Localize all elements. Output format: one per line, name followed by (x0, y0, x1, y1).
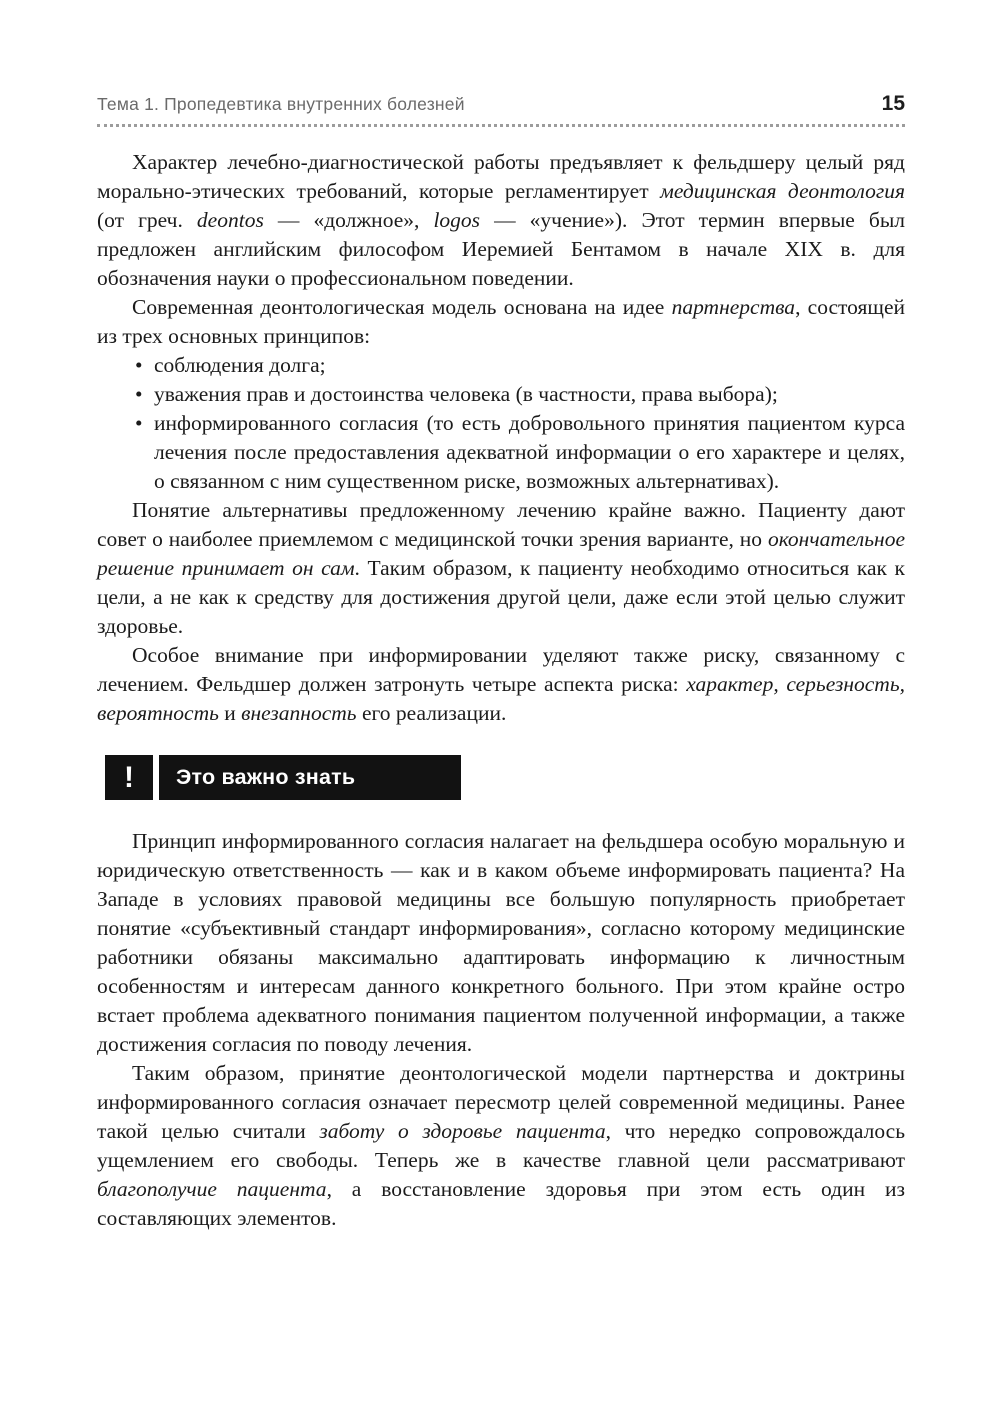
text-run: , состоящей из трех основных принципов: (97, 295, 905, 348)
list-item (135, 351, 905, 380)
text-run: , что нередко сопровождалось ущемлением его свободы. Теперь же в качестве главной цели рассматривают (97, 1119, 905, 1172)
principles-list (97, 351, 905, 496)
list-item (135, 409, 905, 496)
text-run: Принцип информированного согласия налагает на фельдшера особую моральную и юридическую ответственность — как и в каком объеме информировать пациента? На Западе в условиях правовой медицины все большую популярность приобретает понятие «субъективный стандарт информирования», согласно которому медицинские работники обязаны максимально адаптировать информацию к личностным особенностям и интересам данного конкретного больного. При этом крайне остро встает проблема адекватного понимания пациентом полученной информации, а также достижения согласия по поводу лечения. (97, 829, 905, 1056)
italic-text-run: партнерства (671, 295, 796, 319)
paragraph (97, 827, 905, 1059)
text-run: Понятие альтернативы предложенному лечению крайне важно. Пациенту дают совет о наиболее приемлемом с медицинской точки зрения варианте, но (97, 498, 905, 551)
italic-text-run: logos (433, 208, 481, 232)
paragraph (97, 148, 905, 293)
text-run: Особое внимание при информировании уделяют также риску, связанному с лечением. Фельдшер должен затронуть четыре аспекта риска: (97, 643, 905, 696)
page-content (97, 148, 905, 1233)
italic-text-run: характер, серьезность, вероятность (97, 672, 905, 725)
paragraph (97, 641, 905, 728)
text-run: . Таким образом, к пациенту необходимо относиться как к цели, а не как к средству для достижения другой цели, даже если этой целью служит здоровье. (97, 556, 905, 638)
text-run: Характер лечебно-диагностической работы предъявляет к фельдшеру целый ряд морально-этических требований, которые регламентирует (97, 150, 905, 203)
italic-text-run: deontos (196, 208, 264, 232)
page-header (97, 92, 905, 116)
text-run: (от греч. (97, 208, 197, 232)
italic-text-run: медицинская деонтология (660, 179, 906, 203)
text-run: — «учение»). Этот термин впервые был предложен английским философом Иеремией Бентамом в начале XIX в. для обозначения науки о профессиональном поведении. (97, 208, 905, 290)
paragraph (97, 293, 905, 351)
important-note-callout (105, 755, 905, 800)
text-run: уважения прав и достоинства человека (в частности, права выбора); (154, 382, 778, 406)
running-title: Тема 1. Пропедевтика внутренних болезней (97, 94, 465, 114)
list-item (135, 380, 905, 409)
page-number: 15 (881, 92, 905, 115)
text-run: Современная деонтологическая модель основана на идее (132, 295, 672, 319)
content-blocks-top (97, 148, 905, 728)
text-run: и (218, 701, 242, 725)
paragraph (97, 496, 905, 641)
exclamation-icon: ! (105, 755, 153, 800)
italic-text-run: окончательное решение принимает он сам (97, 527, 905, 580)
content-blocks-bottom (97, 827, 905, 1233)
header-dotted-divider (97, 124, 905, 127)
text-run: информированного согласия (то есть добровольного принятия пациентом курса лечения после предоставления адекватной информации о его характере и целях, о связанном с ним существенном риске, возможных альтернативах). (154, 411, 905, 493)
text-run: , а восстановление здоровья при этом есть один из составляющих элементов. (97, 1177, 905, 1230)
text-run: Таким образом, принятие деонтологической модели партнерства и доктрины информированного согласия означает пересмотр целей современной медицины. Ранее такой целью считали (97, 1061, 905, 1143)
paragraph (97, 1059, 905, 1233)
italic-text-run: заботу о здоровье пациента (319, 1119, 606, 1143)
text-run: — «должное», (263, 208, 434, 232)
text-run: его реализации. (356, 701, 507, 725)
italic-text-run: благополучие пациента (97, 1177, 327, 1201)
italic-text-run: внезапность (241, 701, 357, 725)
callout-label: Это важно знать (159, 755, 461, 800)
text-run: соблюдения долга; (154, 353, 326, 377)
